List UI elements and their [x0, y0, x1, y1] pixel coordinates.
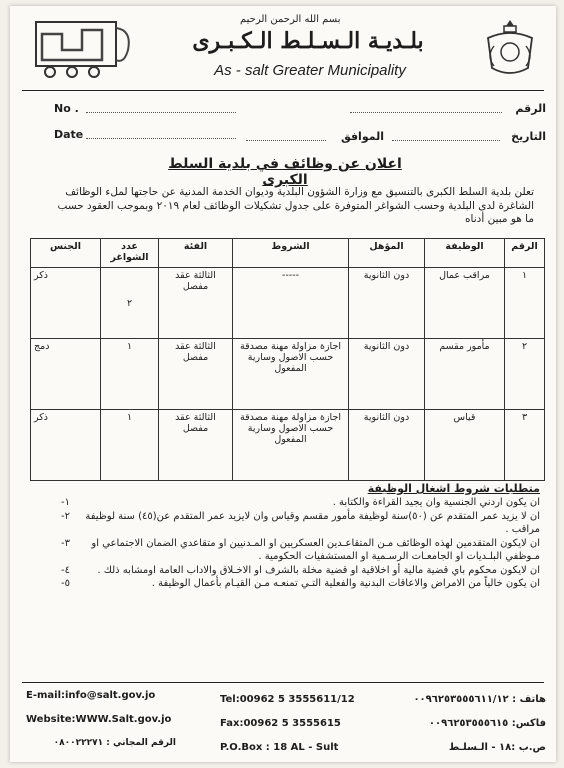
item-number: ٣- [61, 537, 70, 549]
column-header: الجنس [31, 239, 101, 268]
job-title: مراقب عمال [425, 268, 505, 339]
row-number: ٢ [505, 339, 545, 410]
column-header: الشروط [233, 239, 349, 268]
conditions: ----- [233, 268, 349, 339]
ref-label-ar: الرقم [515, 102, 546, 115]
footer-fax: Fax:00962 5 3555615 [220, 718, 341, 729]
gender: دمج [31, 339, 101, 410]
date-label-ar: التاريخ [511, 130, 546, 143]
footer-email: E-mail:info@salt.gov.jo [26, 690, 156, 701]
date-label: Date [54, 128, 84, 141]
date-field [86, 138, 236, 139]
letterhead-page [10, 6, 556, 762]
list-item [40, 577, 540, 591]
item-number: ٥- [61, 578, 70, 589]
vacancy-count: ١ [101, 410, 159, 481]
requirements-list [40, 496, 540, 591]
column-header: عدد الشواغر [101, 239, 159, 268]
column-header: الفئة [159, 239, 233, 268]
list-item [40, 537, 540, 564]
gender: ذكر [31, 268, 101, 339]
table-row [31, 268, 545, 339]
item-number: ١- [61, 497, 70, 508]
list-item [40, 564, 540, 578]
table-row [31, 339, 545, 410]
item-text: ان لايكون المتقدمين لهذه الوظائف مـن المتقاعـدين العسكريين او المـدنيين او متقاعدي الضمان الاجتماعي او مـوظفي البلـديات او الجامعـات الرسـمية او المستشفيات الحكومية . [91, 537, 540, 562]
item-text: ان لايكون محكوم باي قضية مالية أو اخلاقية او قضية مخلة بالشرف او الاخـلاق والاداب العامة اومشابه ذلك . [97, 564, 540, 576]
announcement-intro: تعلن بلدية السلط الكبرى بالتنسيق مع وزارة الشؤون البلدية وديوان الخدمة المدنية عن حاجتها لملء الوظائف الشاغرة لدى البلدية وحسب الشواغر المتوفرة على جدول تشكيلات الوظائف لعام ٢٠١٩ وبموجب العقود حسب ما هو مبين أدناه [57, 186, 534, 225]
ref-field [350, 112, 502, 113]
municipality-english-name: As - salt Greater Municipality [214, 62, 406, 79]
salt-city-logo [32, 20, 142, 82]
requirements-title: متطلبات شروط اشغال الوظيفة [367, 482, 540, 495]
qualification: دون الثانوية [349, 410, 425, 481]
vacancy-count: ٢ [101, 268, 159, 339]
no-label: No . [54, 102, 79, 115]
footer-pobox: P.O.Box : 18 AL - Sult [220, 742, 339, 753]
basmala: بسم الله الرحمن الرحيم [240, 14, 341, 25]
table-header-row [31, 239, 545, 268]
footer-freeline-ar: الرقم المجاني : ٠٨٠٠٢٢٢٧١ [53, 738, 176, 748]
category: الثالثة عقد مفصل [159, 268, 233, 339]
list-item [40, 510, 540, 537]
item-text: ان يكون اردني الجنسية وان يجيد القراءة والكتابة . [332, 497, 540, 508]
coat-of-arms-emblem [480, 16, 540, 82]
gender: ذكر [31, 410, 101, 481]
conditions: اجازة مزاولة مهنة مصدقة حسب الاصول وسارية المفعول [233, 410, 349, 481]
column-header: المؤهل [349, 239, 425, 268]
column-header: الوظيفة [425, 239, 505, 268]
footer-tel: Tel:00962 5 3555611/12 [220, 694, 355, 705]
category: الثالثة عقد مفصل [159, 339, 233, 410]
vacancies-table [30, 238, 545, 481]
footer-website: Website:WWW.Salt.gov.jo [26, 714, 172, 725]
date-ar-field [392, 140, 500, 141]
row-number: ١ [505, 268, 545, 339]
item-text: ان يكون خالياً من الامراض والاعاقات البدنية والفعلية التـي تمنعـه مـن القيـام بأعمال الوظيفة . [151, 578, 540, 589]
job-title: مأمور مقسم [425, 339, 505, 410]
item-number: ٤- [61, 564, 70, 576]
header-divider [22, 90, 544, 91]
municipality-arabic-name: بلـديـة الـسـلـط الـكـبـرى [192, 28, 424, 54]
qualification: دون الثانوية [349, 268, 425, 339]
item-text: ان لا يزيد عمر المتقدم عن (٥٠)سنة لوظيفة مأمور مقسم وقياس وان لايزيد عمر المتقدم عن(٤٥) سنة لوظيفة مراقب . [85, 510, 540, 535]
conditions: اجازة مزاولة مهنة مصدقة حسب الاصول وسارية المفعول [233, 339, 349, 410]
footer-phone-ar: هاتف : ٠٠٩٦٢٥٣٥٥٥٦١١/١٢ [413, 694, 546, 705]
hijri-field [246, 140, 326, 141]
list-item [40, 496, 540, 510]
category: الثالثة عقد مفصل [159, 410, 233, 481]
vacancy-count: ١ [101, 339, 159, 410]
job-title: قياس [425, 410, 505, 481]
row-number: ٣ [505, 410, 545, 481]
column-header: الرقم [505, 239, 545, 268]
footer-divider [22, 682, 544, 683]
table-row [31, 410, 545, 481]
no-field [86, 112, 236, 113]
qualification: دون الثانوية [349, 339, 425, 410]
announcement-title: اعلان عن وظائف في بلدية السلط الكبرى [168, 156, 402, 188]
hijri-label-ar: الموافق [340, 130, 384, 143]
item-number: ٢- [61, 510, 70, 522]
footer-pobox-ar: ص.ب :١٨ - الـسلـط [448, 742, 546, 753]
footer-fax-ar: فاكس: ٠٠٩٦٢٥٣٥٥٥٦١٥ [428, 718, 546, 729]
